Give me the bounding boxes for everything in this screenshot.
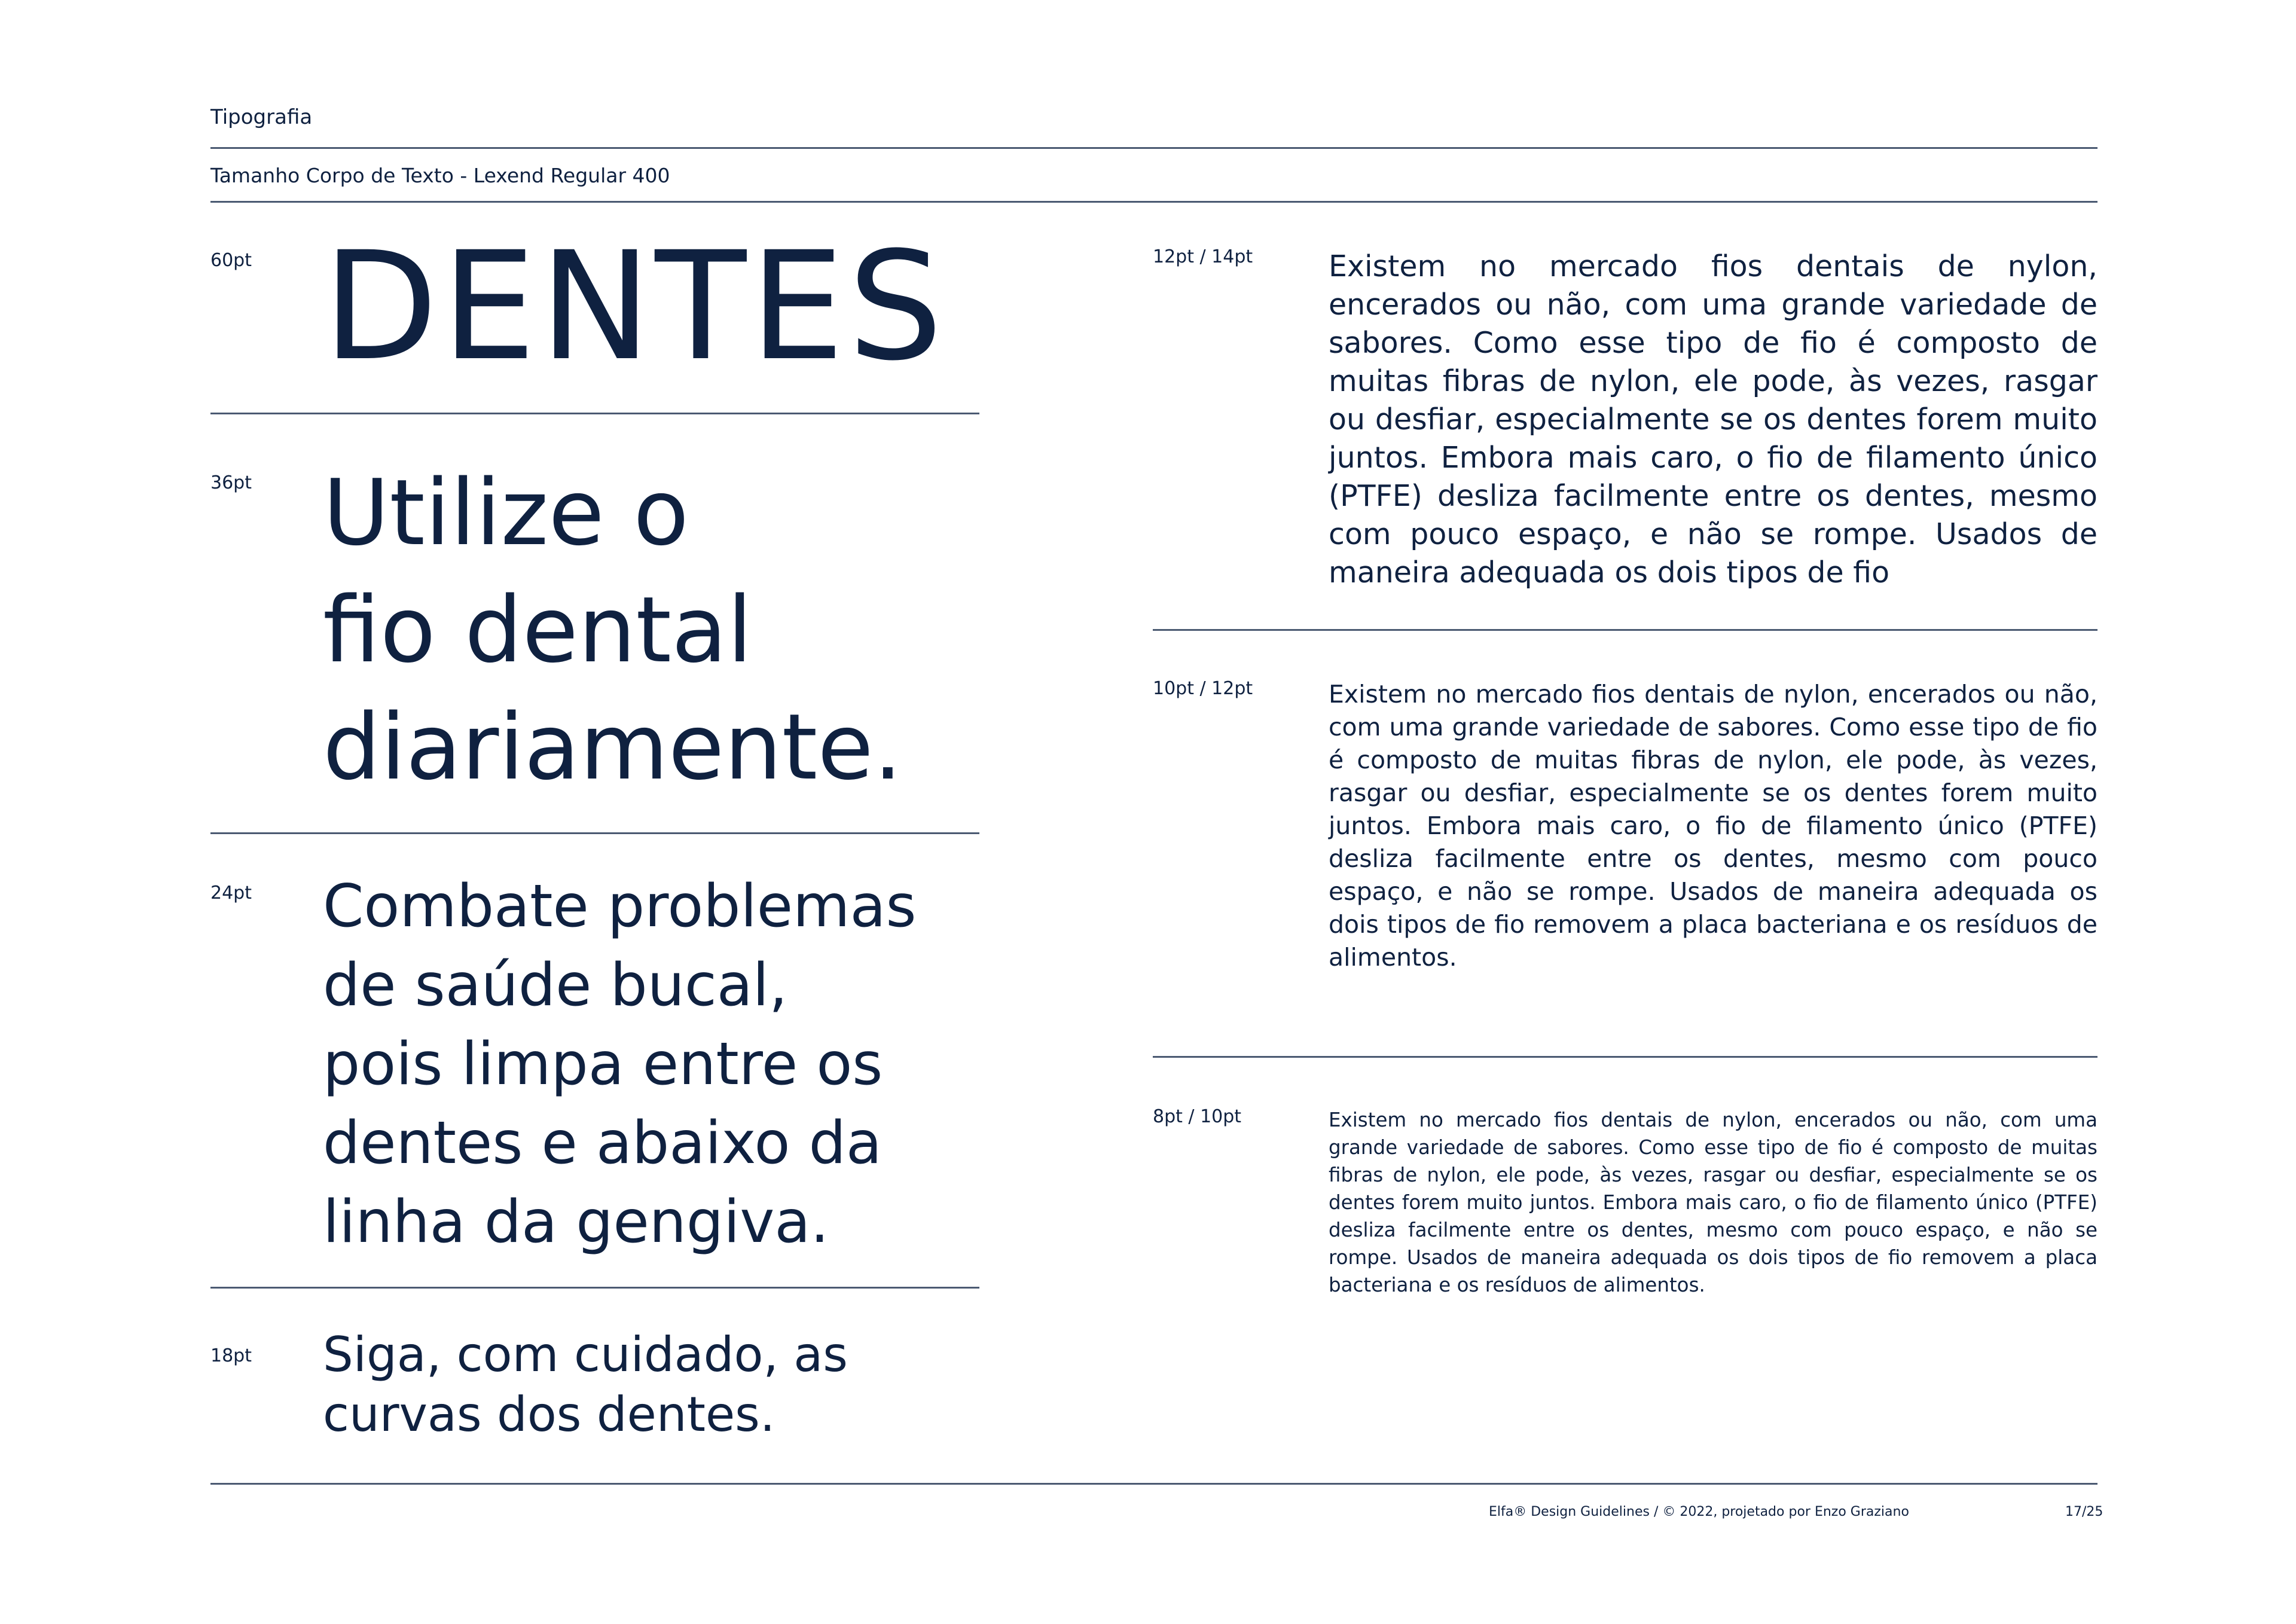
sample-18pt-line: Siga, com cuidado, as (323, 1327, 848, 1382)
rule-after-12pt (1153, 629, 2097, 631)
size-label-24pt: 24pt (210, 883, 252, 903)
sample-24pt-line: linha da gengiva. (323, 1188, 829, 1256)
size-label-12pt: 12pt / 14pt (1153, 246, 1253, 267)
page-subtitle: Tamanho Corpo de Texto - Lexend Regular 400 (210, 164, 670, 187)
sample-36pt-line: fio dental (323, 577, 753, 683)
paragraph-12pt: Existem no mercado fios dentais de nylon, encerados ou não, com uma grande variedade de sabores. Como esse tipo de fio é composto de muitas fibras de nylon, ele pode, às vezes, rasgar ou desfiar, especialmente se os dentes forem muito juntos. Embora mais caro, o fio de filamento único (PTFE) desliza facilmente entre os dentes, mesmo com pouco espaço, e não se rompe. Usados de maneira adequada os dois tipos de fio (1329, 249, 2097, 590)
rule-after-60pt (210, 413, 979, 414)
section-title: Tipografia (210, 105, 313, 129)
sample-24pt-line: de saúde bucal, (323, 951, 788, 1019)
sample-24pt (323, 867, 917, 1262)
paragraph-8pt: Existem no mercado fios dentais de nylon, encerados ou não, com uma grande variedade de sabores. Como esse tipo de fio é composto de muitas fibras de nylon, ele pode, às vezes, rasgar ou desfiar, especialmente se os dentes forem muito juntos. Embora mais caro, o fio de filamento único (PTFE) desliza facilmente entre os dentes, mesmo com pouco espaço, e não se rompe. Usados de maneira adequada os dois tipos de fio removem a placa bacteriana e os resíduos de alimentos. (1329, 1109, 2097, 1296)
size-label-36pt: 36pt (210, 472, 252, 493)
sample-24pt-line: dentes e abaixo da (323, 1109, 882, 1177)
sample-36pt (323, 454, 902, 806)
sample-24pt-line: Combate problemas (323, 872, 917, 941)
footer-rule (210, 1483, 2097, 1485)
rule-after-10pt (1153, 1056, 2097, 1058)
subtitle-rule (210, 201, 2097, 203)
sample-36pt-line: diariamente. (323, 694, 903, 800)
footer-credit: Elfa® Design Guidelines / © 2022, projetado por Enzo Graziano (1489, 1504, 1909, 1519)
size-label-18pt: 18pt (210, 1345, 252, 1366)
header-rule (210, 147, 2097, 149)
rule-after-36pt (210, 832, 979, 834)
sample-18pt-line: curvas dos dentes. (323, 1387, 775, 1442)
size-label-60pt: 60pt (210, 250, 252, 271)
sample-36pt-line: Utilize o (323, 460, 689, 566)
page-number: 17/25 (2065, 1504, 2103, 1519)
rule-after-24pt (210, 1287, 979, 1289)
sample-18pt (323, 1325, 848, 1445)
size-label-8pt: 8pt / 10pt (1153, 1106, 1242, 1127)
sample-60pt: DENTES (323, 219, 947, 393)
paragraph-10pt: Existem no mercado fios dentais de nylon, encerados ou não, com uma grande variedade de sabores. Como esse tipo de fio é composto de muitas fibras de nylon, ele pode, às vezes, rasgar ou desfiar, especialmente se os dentes forem muito juntos. Embora mais caro, o fio de filamento único (PTFE) desliza facilmente entre os dentes, mesmo com pouco espaço, e não se rompe. Usados de maneira adequada os dois tipos de fio removem a placa bacteriana e os resíduos de alimentos. (1329, 680, 2097, 972)
sample-24pt-line: pois limpa entre os (323, 1030, 883, 1098)
size-label-10pt: 10pt / 12pt (1153, 678, 1253, 699)
